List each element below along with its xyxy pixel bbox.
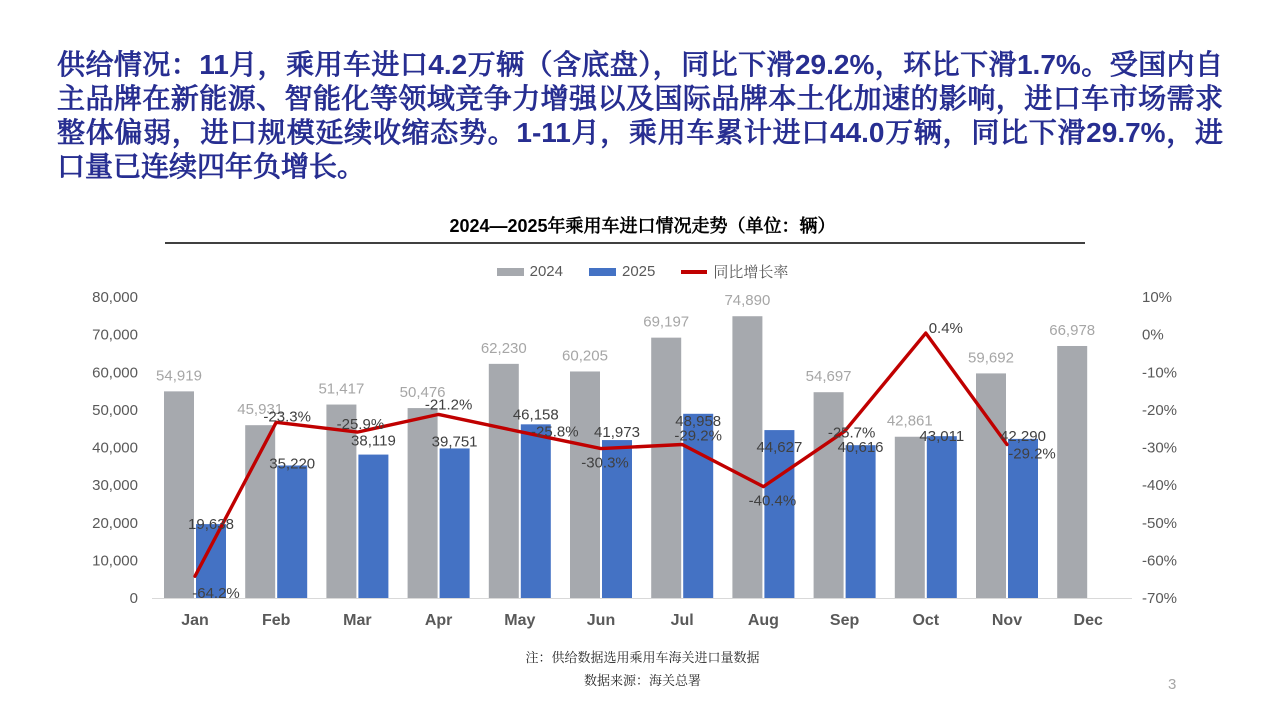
y-axis-right-tick: 10%: [1142, 289, 1173, 306]
bar-2025-Oct: [927, 436, 957, 598]
headline-text: 供给情况：11月，乘用车进口4.2万辆（含底盘），同比下滑29.2%，环比下滑1.7%。受国内自主品牌在新能源、智能化等领域竞争力增强以及国际品牌本土化加速的影响，进口车市场需求整体偏弱，进口规模延续收缩态势。1-11月，乘用车累计进口44.0万辆，同比下滑29.7%，进口量已连续四年负增长。: [57, 49, 1223, 183]
x-axis-month-label: May: [504, 612, 536, 629]
bar-label-2025-Aug: 44,627: [756, 439, 803, 457]
bar-label-2025-May: 46,158: [512, 406, 559, 424]
bar-2025-Nov: [1008, 439, 1038, 598]
bar-2024-May: [489, 364, 519, 598]
growth-label-Jun: -30.3%: [581, 454, 629, 472]
y-axis-left-tick: 60,000: [92, 364, 138, 382]
y-axis-right-tick: -70%: [1142, 590, 1178, 607]
bar-label-2024-Apr: 50,476: [399, 384, 446, 402]
page-number: 3: [1168, 676, 1177, 693]
x-axis-month-label: Oct: [912, 612, 940, 629]
bar-2025-Sep: [846, 445, 876, 598]
x-axis-month-label: Sep: [829, 612, 860, 629]
y-axis-right-tick: -20%: [1142, 401, 1178, 419]
bar-2024-Oct: [895, 437, 925, 598]
bar-label-2025-Jan: 19,638: [188, 516, 234, 534]
bar-2024-Jul: [651, 338, 681, 598]
bar-label-2025-Sep: 40,616: [837, 439, 884, 457]
bar-label-2024-Jan: 54,919: [156, 367, 202, 385]
bar-2025-Feb: [277, 465, 307, 598]
y-axis-right-tick: -40%: [1142, 477, 1178, 495]
growth-label-Jan: -64.2%: [192, 585, 240, 603]
growth-label-Jul: -29.2%: [674, 427, 722, 445]
bar-label-2024-Jul: 69,197: [643, 313, 690, 331]
y-axis-right-tick: -50%: [1142, 514, 1178, 532]
bar-2024-Sep: [814, 392, 844, 598]
growth-label-Nov: -29.2%: [1008, 445, 1056, 463]
note-line-2: 数据来源：海关总署: [583, 673, 701, 689]
bar-2025-May: [521, 424, 551, 598]
bar-label-2025-Jul: 48,958: [675, 412, 722, 430]
y-axis-left-tick: 20,000: [92, 514, 138, 532]
growth-label-Aug: -40.4%: [748, 492, 797, 510]
bar-2025-Mar: [358, 455, 388, 598]
x-axis-month-label: Apr: [424, 612, 453, 629]
bar-label-2025-Mar: 38,119: [351, 432, 396, 450]
legend-label-growth: 同比增长率: [713, 264, 789, 281]
chart-title: 2024—2025年乘用车进口情况走势（单位：辆）: [449, 216, 836, 236]
growth-label-Apr: -21.2%: [424, 396, 473, 414]
x-axis-month-label: Jan: [181, 612, 209, 629]
y-axis-left-tick: 80,000: [92, 289, 138, 306]
bar-label-2024-May: 62,230: [480, 339, 527, 357]
x-axis-month-label: Jun: [586, 612, 616, 629]
bar-label-2025-Oct: 43,011: [919, 428, 965, 446]
bar-label-2024-Nov: 59,692: [968, 349, 1014, 367]
legend-label-2025: 2025: [621, 263, 656, 280]
x-axis-month-label: Aug: [747, 612, 779, 629]
growth-label-Oct: 0.4%: [928, 320, 963, 338]
bar-2024-Jan: [164, 391, 194, 598]
bar-label-2025-Nov: 42,290: [1000, 427, 1046, 445]
y-axis-left-tick: 50,000: [92, 401, 138, 419]
bar-2024-Jun: [570, 371, 600, 598]
chart-notes: [150, 646, 1135, 693]
growth-label-Mar: -25.9%: [336, 416, 385, 434]
bar-label-2024-Jun: 60,205: [562, 347, 608, 365]
x-axis-month-label: Dec: [1073, 612, 1103, 629]
y-axis-left-tick: 30,000: [92, 477, 138, 495]
growth-label-Feb: -23.3%: [263, 408, 311, 426]
bar-label-2024-Feb: 45,931: [237, 401, 284, 419]
bar-label-2025-Jun: 41,973: [594, 424, 640, 442]
legend-label-2024: 2024: [529, 263, 563, 280]
x-axis-month-label: Mar: [343, 612, 372, 629]
bar-label-2024-Mar: 51,417: [318, 380, 365, 398]
growth-label-Sep: -25.7%: [827, 424, 876, 442]
y-axis-right-tick: -30%: [1142, 439, 1178, 457]
bar-2024-Aug: [732, 316, 762, 598]
x-axis-month-label: Jul: [670, 612, 694, 629]
bar-label-2024-Oct: 42,861: [886, 412, 933, 430]
bar-2025-Apr: [440, 448, 470, 598]
bar-label-2024-Dec: 66,978: [1049, 321, 1096, 339]
growth-label-May: -25.8%: [531, 423, 579, 441]
y-axis-left-tick: 70,000: [92, 326, 138, 344]
y-axis-left-tick: 10,000: [92, 552, 138, 570]
y-axis-left-tick: 40,000: [92, 439, 138, 457]
y-axis-right-tick: -10%: [1142, 364, 1178, 382]
y-axis-right-tick: 0%: [1142, 326, 1164, 344]
bar-label-2024-Aug: 74,890: [724, 292, 771, 310]
note-line-1: 注：供给数据选用乘用车海关进口量数据: [525, 650, 760, 665]
bar-label-2024-Sep: 54,697: [805, 368, 852, 386]
bar-2024-Dec: [1057, 346, 1087, 598]
x-axis-month-label: Feb: [261, 612, 291, 629]
bar-label-2025-Feb: 35,220: [269, 455, 316, 473]
y-axis-left-tick: 0: [129, 590, 138, 607]
x-axis-month-label: Nov: [991, 612, 1023, 629]
y-axis-right-tick: -60%: [1142, 552, 1178, 570]
bar-label-2025-Apr: 39,751: [431, 433, 478, 451]
